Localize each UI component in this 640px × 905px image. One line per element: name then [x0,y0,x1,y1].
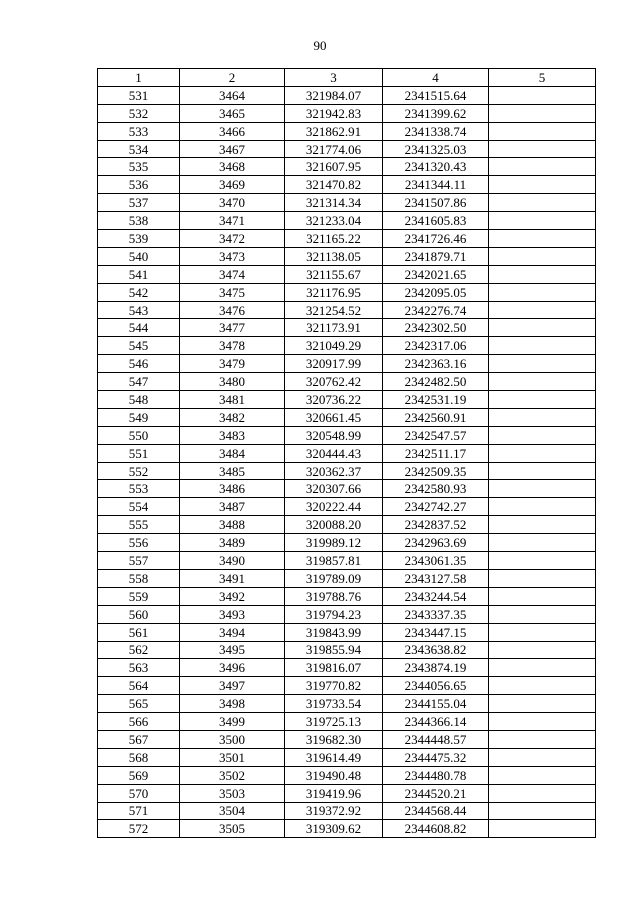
table-cell-col-3: 321155.67 [285,265,383,283]
table-cell-col-5 [489,623,596,641]
table-cell-col-4: 2342531.19 [383,391,489,409]
table-cell-col-5 [489,784,596,802]
table-cell-col-5 [489,748,596,766]
table-cell-col-4: 2342021.65 [383,265,489,283]
table-cell-col-5 [489,569,596,587]
table-row [98,247,596,265]
table-row [98,659,596,677]
table-cell-col-2: 3486 [180,480,285,498]
table-cell-col-3: 319682.30 [285,730,383,748]
table-cell-col-5 [489,319,596,337]
table-cell-col-1: 542 [98,283,180,301]
table-cell-col-4: 2342511.17 [383,444,489,462]
table-row [98,641,596,659]
table-cell-col-3: 320548.99 [285,426,383,444]
table-row [98,480,596,498]
table-cell-col-3: 319788.76 [285,587,383,605]
table-cell-col-5 [489,498,596,516]
table-row [98,337,596,355]
table-cell-col-2: 3499 [180,713,285,731]
table-cell-col-3: 319857.81 [285,552,383,570]
table-cell-col-2: 3483 [180,426,285,444]
table-cell-col-2: 3469 [180,176,285,194]
table-cell-col-5 [489,104,596,122]
table-cell-col-4: 2343337.35 [383,605,489,623]
table-cell-col-1: 572 [98,820,180,838]
table-cell-col-2: 3477 [180,319,285,337]
table-row [98,462,596,480]
table-row [98,176,596,194]
table-cell-col-3: 319614.49 [285,748,383,766]
table-cell-col-3: 319989.12 [285,534,383,552]
table-cell-col-4: 2342509.35 [383,462,489,480]
table-body [98,86,596,837]
table-cell-col-5 [489,283,596,301]
table-cell-col-4: 2342837.52 [383,516,489,534]
table-row [98,230,596,248]
table-cell-col-5 [489,587,596,605]
table-cell-col-1: 535 [98,158,180,176]
column-header-3: 3 [285,69,383,87]
table-cell-col-4: 2341325.03 [383,140,489,158]
table-cell-col-2: 3481 [180,391,285,409]
table-cell-col-2: 3493 [180,605,285,623]
table-cell-col-5 [489,444,596,462]
table-cell-col-1: 536 [98,176,180,194]
table-row [98,516,596,534]
table-row [98,283,596,301]
table-cell-col-3: 320917.99 [285,355,383,373]
table-cell-col-4: 2342317.06 [383,337,489,355]
page-number: 90 [313,38,327,53]
table-row [98,301,596,319]
table-cell-col-5 [489,230,596,248]
table-cell-col-1: 551 [98,444,180,462]
table-cell-col-3: 319372.92 [285,802,383,820]
table-cell-col-1: 540 [98,247,180,265]
table-cell-col-5 [489,247,596,265]
table-cell-col-1: 568 [98,748,180,766]
table-cell-col-2: 3472 [180,230,285,248]
table-cell-col-2: 3490 [180,552,285,570]
table-cell-col-3: 321176.95 [285,283,383,301]
table-cell-col-1: 562 [98,641,180,659]
table-cell-col-2: 3468 [180,158,285,176]
table-cell-col-3: 320661.45 [285,408,383,426]
table-cell-col-2: 3497 [180,677,285,695]
table-cell-col-5 [489,462,596,480]
table-cell-col-4: 2342560.91 [383,408,489,426]
table-cell-col-4: 2343638.82 [383,641,489,659]
table-cell-col-5 [489,176,596,194]
table-cell-col-4: 2342276.74 [383,301,489,319]
table-cell-col-1: 541 [98,265,180,283]
table-cell-col-2: 3489 [180,534,285,552]
table-cell-col-1: 549 [98,408,180,426]
table-cell-col-4: 2341338.74 [383,122,489,140]
table-row [98,265,596,283]
table-cell-col-1: 558 [98,569,180,587]
table-cell-col-2: 3475 [180,283,285,301]
table-cell-col-5 [489,802,596,820]
table-cell-col-1: 552 [98,462,180,480]
table-cell-col-3: 321984.07 [285,86,383,104]
table-row [98,444,596,462]
table-cell-col-4: 2344480.78 [383,766,489,784]
table-cell-col-4: 2342580.93 [383,480,489,498]
table-cell-col-4: 2344520.21 [383,784,489,802]
table-cell-col-1: 548 [98,391,180,409]
table-row [98,552,596,570]
table-cell-col-3: 319794.23 [285,605,383,623]
table-cell-col-2: 3487 [180,498,285,516]
table-cell-col-1: 570 [98,784,180,802]
table-row [98,158,596,176]
table-cell-col-5 [489,122,596,140]
table-cell-col-5 [489,534,596,552]
table-cell-col-2: 3467 [180,140,285,158]
table-cell-col-4: 2344155.04 [383,695,489,713]
table-cell-col-5 [489,86,596,104]
table-cell-col-1: 554 [98,498,180,516]
table-cell-col-2: 3495 [180,641,285,659]
table-cell-col-5 [489,194,596,212]
table-cell-col-1: 555 [98,516,180,534]
table-cell-col-4: 2342095.05 [383,283,489,301]
table-cell-col-2: 3502 [180,766,285,784]
table-cell-col-3: 321049.29 [285,337,383,355]
table-cell-col-3: 319733.54 [285,695,383,713]
table-cell-col-3: 319855.94 [285,641,383,659]
table-cell-col-5 [489,677,596,695]
table-cell-col-4: 2343874.19 [383,659,489,677]
table-cell-col-2: 3474 [180,265,285,283]
table-row [98,802,596,820]
table-cell-col-1: 534 [98,140,180,158]
table-row [98,373,596,391]
table-row [98,677,596,695]
table-row [98,766,596,784]
column-header-1: 1 [98,69,180,87]
table-cell-col-2: 3476 [180,301,285,319]
table-cell-col-4: 2344056.65 [383,677,489,695]
table-cell-col-3: 321138.05 [285,247,383,265]
table-cell-col-5 [489,408,596,426]
table-row [98,534,596,552]
table-cell-col-2: 3492 [180,587,285,605]
table-cell-col-3: 320762.42 [285,373,383,391]
table-cell-col-1: 559 [98,587,180,605]
table-cell-col-2: 3504 [180,802,285,820]
table-cell-col-3: 320736.22 [285,391,383,409]
table-cell-col-3: 319309.62 [285,820,383,838]
table-cell-col-2: 3470 [180,194,285,212]
table-row [98,748,596,766]
table-row [98,194,596,212]
table-cell-col-2: 3478 [180,337,285,355]
table-cell-col-3: 321942.83 [285,104,383,122]
table-row [98,319,596,337]
table-row [98,212,596,230]
table-cell-col-4: 2341726.46 [383,230,489,248]
table-cell-col-1: 543 [98,301,180,319]
table-cell-col-4: 2342363.16 [383,355,489,373]
table-cell-col-2: 3488 [180,516,285,534]
table-cell-col-3: 321165.22 [285,230,383,248]
table-cell-col-1: 565 [98,695,180,713]
table-cell-col-1: 545 [98,337,180,355]
table-cell-col-1: 557 [98,552,180,570]
table-cell-col-5 [489,641,596,659]
table-cell-col-4: 2342302.50 [383,319,489,337]
table-row [98,104,596,122]
table-cell-col-1: 544 [98,319,180,337]
table-cell-col-4: 2344568.44 [383,802,489,820]
table-cell-col-1: 571 [98,802,180,820]
table-cell-col-1: 553 [98,480,180,498]
table-cell-col-4: 2342482.50 [383,373,489,391]
table-cell-col-5 [489,426,596,444]
table-row [98,784,596,802]
table-cell-col-5 [489,480,596,498]
table-cell-col-1: 569 [98,766,180,784]
table-cell-col-3: 321470.82 [285,176,383,194]
table-cell-col-5 [489,265,596,283]
table-cell-col-4: 2343127.58 [383,569,489,587]
table-cell-col-1: 533 [98,122,180,140]
table-cell-col-1: 561 [98,623,180,641]
table-cell-col-3: 319789.09 [285,569,383,587]
table-cell-col-5 [489,140,596,158]
table-cell-col-4: 2344448.57 [383,730,489,748]
table-row [98,569,596,587]
table-cell-col-5 [489,337,596,355]
table-header [98,69,596,87]
table-cell-col-1: 566 [98,713,180,731]
table-cell-col-3: 321233.04 [285,212,383,230]
table-cell-col-1: 556 [98,534,180,552]
table-cell-col-3: 320222.44 [285,498,383,516]
table-cell-col-3: 319770.82 [285,677,383,695]
table-cell-col-5 [489,659,596,677]
table-cell-col-5 [489,391,596,409]
table-cell-col-1: 538 [98,212,180,230]
table-cell-col-2: 3494 [180,623,285,641]
table-row [98,140,596,158]
table-cell-col-2: 3479 [180,355,285,373]
table-cell-col-4: 2341320.43 [383,158,489,176]
table-cell-col-4: 2343244.54 [383,587,489,605]
table-cell-col-5 [489,212,596,230]
table-cell-col-2: 3484 [180,444,285,462]
table-cell-col-3: 321607.95 [285,158,383,176]
table-cell-col-3: 320362.37 [285,462,383,480]
table-cell-col-2: 3473 [180,247,285,265]
table-cell-col-5 [489,158,596,176]
table-cell-col-5 [489,301,596,319]
table-cell-col-5 [489,695,596,713]
coordinates-table [97,68,596,838]
table-row [98,355,596,373]
table-cell-col-3: 321774.06 [285,140,383,158]
table-cell-col-5 [489,355,596,373]
table-cell-col-2: 3465 [180,104,285,122]
table-cell-col-4: 2341507.86 [383,194,489,212]
table-cell-col-4: 2344475.32 [383,748,489,766]
table-cell-col-5 [489,820,596,838]
table-cell-col-4: 2341879.71 [383,247,489,265]
table-cell-col-3: 319725.13 [285,713,383,731]
table-cell-col-4: 2344608.82 [383,820,489,838]
table-cell-col-3: 319419.96 [285,784,383,802]
table-cell-col-4: 2342547.57 [383,426,489,444]
table-cell-col-1: 550 [98,426,180,444]
table-cell-col-2: 3496 [180,659,285,677]
table-cell-col-2: 3485 [180,462,285,480]
table-row [98,820,596,838]
table-cell-col-4: 2341515.64 [383,86,489,104]
table-cell-col-3: 320307.66 [285,480,383,498]
column-header-4: 4 [383,69,489,87]
table-cell-col-2: 3491 [180,569,285,587]
table-cell-col-1: 564 [98,677,180,695]
table-row [98,730,596,748]
table-cell-col-4: 2341399.62 [383,104,489,122]
table-cell-col-4: 2341344.11 [383,176,489,194]
table-row [98,605,596,623]
table-cell-col-2: 3501 [180,748,285,766]
column-header-2: 2 [180,69,285,87]
table-cell-col-1: 531 [98,86,180,104]
table-cell-col-1: 560 [98,605,180,623]
header-row [98,69,596,87]
table-cell-col-5 [489,605,596,623]
table-cell-col-3: 321173.91 [285,319,383,337]
table-cell-col-4: 2343447.15 [383,623,489,641]
table-cell-col-4: 2343061.35 [383,552,489,570]
table-cell-col-3: 320444.43 [285,444,383,462]
table-cell-col-2: 3482 [180,408,285,426]
table-row [98,86,596,104]
table-row [98,713,596,731]
table-cell-col-2: 3505 [180,820,285,838]
table-cell-col-1: 546 [98,355,180,373]
table-cell-col-5 [489,373,596,391]
table-cell-col-3: 321314.34 [285,194,383,212]
table-row [98,623,596,641]
table-row [98,498,596,516]
table-cell-col-2: 3466 [180,122,285,140]
table-cell-col-5 [489,766,596,784]
table-row [98,695,596,713]
table-cell-col-1: 567 [98,730,180,748]
table-cell-col-1: 547 [98,373,180,391]
table-cell-col-5 [489,516,596,534]
table-row [98,391,596,409]
table-cell-col-5 [489,730,596,748]
table-cell-col-3: 320088.20 [285,516,383,534]
table-cell-col-4: 2344366.14 [383,713,489,731]
table-cell-col-3: 319816.07 [285,659,383,677]
table-row [98,122,596,140]
table-row [98,587,596,605]
table-cell-col-5 [489,552,596,570]
table-cell-col-1: 563 [98,659,180,677]
table-row [98,426,596,444]
table-cell-col-3: 321254.52 [285,301,383,319]
table-cell-col-3: 319843.99 [285,623,383,641]
table-cell-col-2: 3480 [180,373,285,391]
table-cell-col-2: 3500 [180,730,285,748]
table-cell-col-1: 539 [98,230,180,248]
table-cell-col-3: 321862.91 [285,122,383,140]
table-cell-col-2: 3498 [180,695,285,713]
table-cell-col-4: 2342742.27 [383,498,489,516]
table-cell-col-2: 3464 [180,86,285,104]
table-cell-col-2: 3503 [180,784,285,802]
table-cell-col-2: 3471 [180,212,285,230]
table-cell-col-3: 319490.48 [285,766,383,784]
table-cell-col-4: 2341605.83 [383,212,489,230]
table-cell-col-4: 2342963.69 [383,534,489,552]
table-row [98,408,596,426]
table-cell-col-5 [489,713,596,731]
table-cell-col-1: 537 [98,194,180,212]
table-cell-col-1: 532 [98,104,180,122]
column-header-5: 5 [489,69,596,87]
